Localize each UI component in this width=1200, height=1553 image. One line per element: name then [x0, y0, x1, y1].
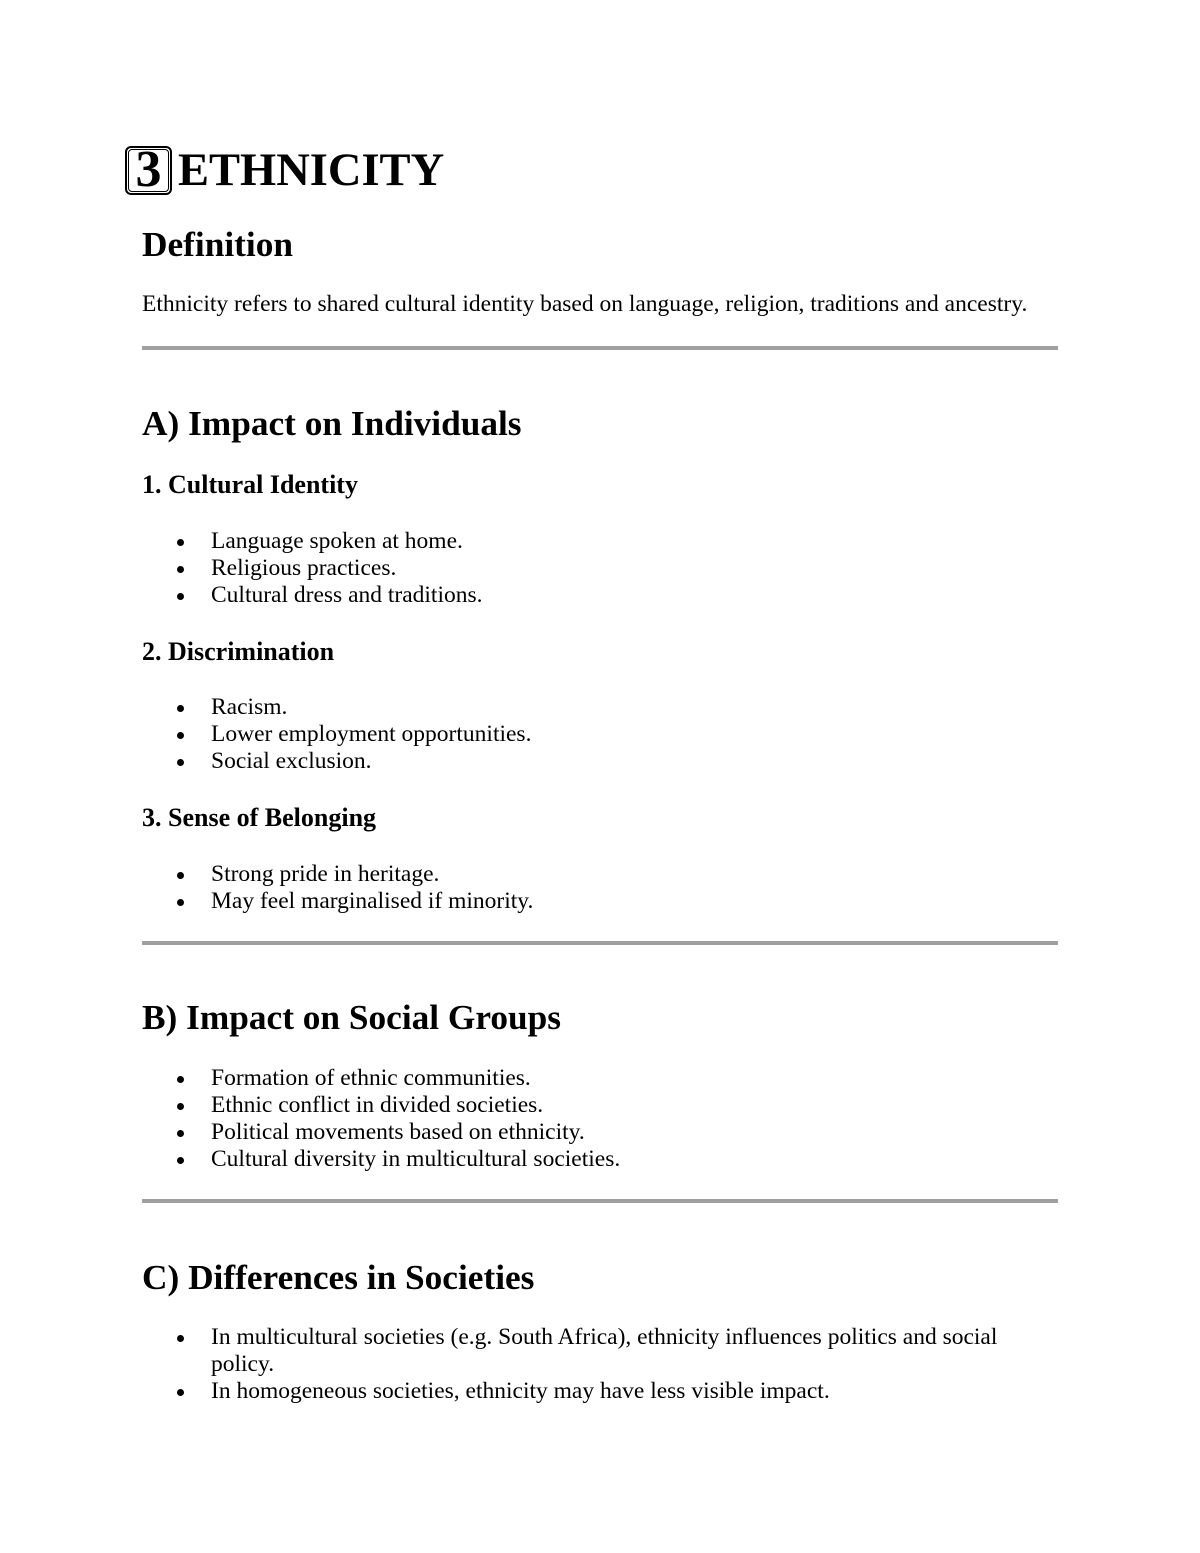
section-divider [142, 346, 1058, 350]
keycap-digit: 3 [135, 148, 162, 192]
list-item [211, 1065, 1058, 1092]
section-c-heading: C) Differences in Societies [142, 1258, 535, 1297]
discrimination-list [142, 694, 1058, 775]
list-item-text: In multicultural societies (e.g. South Africa), ethnicity influences politics and social policy. [211, 1324, 998, 1377]
bullet-icon [177, 705, 184, 712]
bullet-icon [177, 899, 184, 906]
list-item [211, 748, 1058, 775]
list-item [211, 888, 1058, 915]
bullet-icon [177, 872, 184, 879]
list-item [211, 1378, 1058, 1405]
list-item-text: May feel marginalised if minority. [211, 888, 534, 914]
list-item-text: Racism. [211, 694, 288, 720]
list-item [211, 721, 1058, 748]
list-item-text: Lower employment opportunities. [211, 721, 532, 747]
list-item [211, 861, 1058, 888]
title-text: ETHNICITY [178, 145, 445, 196]
bullet-icon [177, 566, 184, 573]
list-item [211, 528, 1058, 555]
societies-differences-list [142, 1324, 1058, 1405]
document-title [125, 144, 1058, 198]
bullet-icon [177, 1335, 184, 1342]
list-item-text: Cultural dress and traditions. [211, 582, 483, 608]
list-item-text: Language spoken at home. [211, 528, 463, 554]
list-item-text: Religious practices. [211, 555, 397, 581]
list-item [211, 694, 1058, 721]
keycap-3-icon [125, 146, 172, 195]
section-a-heading: A) Impact on Individuals [142, 404, 522, 443]
list-item [211, 1092, 1058, 1119]
list-item [211, 1146, 1058, 1173]
bullet-icon [177, 1103, 184, 1110]
definition-heading: Definition [142, 225, 293, 264]
list-item-text: Formation of ethnic communities. [211, 1065, 531, 1091]
bullet-icon [177, 759, 184, 766]
bullet-icon [177, 593, 184, 600]
subsection-discrimination-heading: 2. Discrimination [142, 637, 335, 666]
subsection-cultural-identity-heading: 1. Cultural Identity [142, 470, 358, 499]
list-item [211, 582, 1058, 609]
list-item-text: In homogeneous societies, ethnicity may have less visible impact. [211, 1378, 830, 1404]
section-b-heading: B) Impact on Social Groups [142, 998, 562, 1037]
list-item-text: Cultural diversity in multicultural societies. [211, 1146, 621, 1172]
social-groups-list [142, 1065, 1058, 1173]
list-item [211, 1324, 1058, 1378]
list-item-text: Ethnic conflict in divided societies. [211, 1092, 544, 1118]
bullet-icon [177, 732, 184, 739]
cultural-identity-list [142, 528, 1058, 609]
bullet-icon [177, 1389, 184, 1396]
list-item-text: Political movements based on ethnicity. [211, 1119, 585, 1145]
bullet-icon [177, 1076, 184, 1083]
section-divider [142, 941, 1058, 945]
keycap-face [128, 149, 169, 192]
definition-text: Ethnicity refers to shared cultural identity based on language, religion, traditions and ancestry. [142, 291, 1028, 317]
bullet-icon [177, 1130, 184, 1137]
sense-of-belonging-list [142, 861, 1058, 915]
bullet-icon [177, 539, 184, 546]
list-item [211, 555, 1058, 582]
list-item [211, 1119, 1058, 1146]
bullet-icon [177, 1157, 184, 1164]
section-divider [142, 1199, 1058, 1203]
list-item-text: Strong pride in heritage. [211, 861, 440, 887]
subsection-sense-of-belonging-heading: 3. Sense of Belonging [142, 803, 377, 832]
list-item-text: Social exclusion. [211, 748, 372, 774]
